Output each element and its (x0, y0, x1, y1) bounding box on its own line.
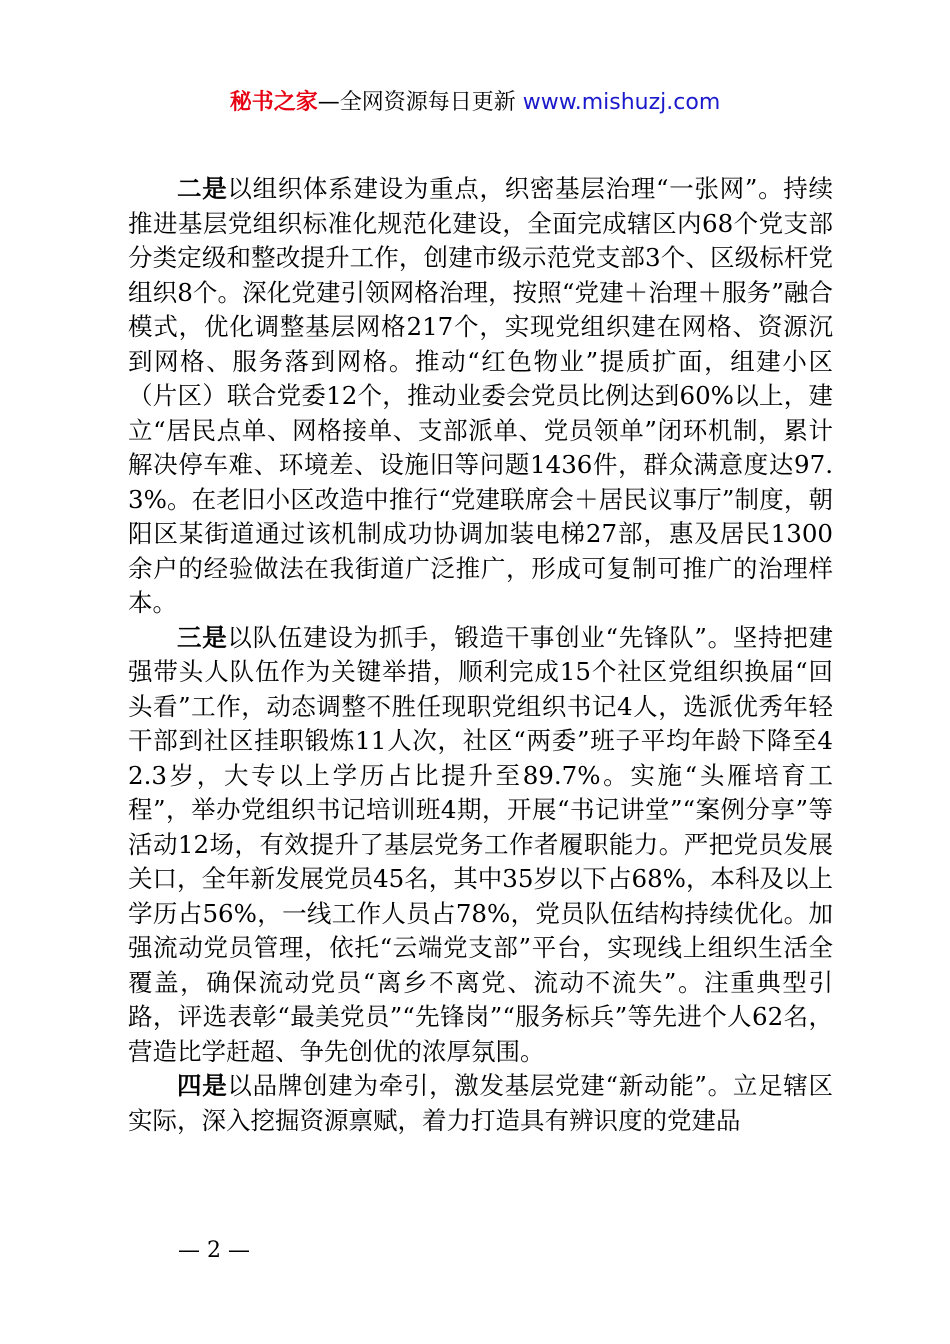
paragraph-lead: 二是 (177, 174, 228, 203)
paragraph-lead: 三是 (177, 622, 228, 652)
paragraph-text: 以品牌创建为牵引，激发基层党建“新动能”。立足辖区实际，深入挖掘资源禀赋，着力打造具有辨识度的党建品 (128, 1071, 833, 1135)
paragraph-4 (128, 1069, 833, 1138)
paragraph-text: 以队伍建设为抓手，锻造干事创业“先锋队”。坚持把建强带头人队伍作为关键举措，顺利完成15个社区党组织换届“回头看”工作，动态调整不胜任现职党组织书记4人，选派优秀年轻干部到社区挂职锻炼11人次，社区“两委”班子平均年龄下降至42.3岁，大专以上学历占比提升至89.7%。实施“头雁培育工程”，举办党组织书记培训班4期，开展“书记讲堂”“案例分享”等活动12场，有效提升了基层党务工作者履职能力。严把党员发展关口，全年新发展党员45名，其中35岁以下占68%，本科及以上学历占56%，一线工作人员占78%，党员队伍结构持续优化。加强流动党员管理，依托“云端党支部”平台，实现线上组织生活全覆盖，确保流动党员“离乡不离党、流动不流失”。注重典型引路，评选表彰“最美党员”“先锋岗”“服务标兵”等先进个人62名，营造比学赶超、争先创优的浓厚氛围。 (128, 622, 833, 1066)
site-url-link[interactable]: www.mishuzj.com (522, 90, 721, 115)
site-header (0, 88, 950, 118)
paragraph-text: 以组织体系建设为重点，织密基层治理“一张网”。持续推进基层党组织标准化规范化建设，全面完成辖区内68个党支部分类定级和整改提升工作，创建市级示范党支部3个、区级标杆党组织8个。深化党建引领网格治理，按照“党建＋治理＋服务”融合模式，优化调整基层网格217个，实现党组织建在网格、资源沉到网格、服务落到网格。推动“红色物业”提质扩面，组建小区（片区）联合党委12个，推动业委会党员比例达到60%以上，建立“居民点单、网格接单、支部派单、党员领单”闭环机制，累计解决停车难、环境差、设施旧等问题1436件，群众满意度达97.3%。在老旧小区改造中推行“党建联席会＋居民议事厅”制度，朝阳区某街道通过该机制成功协调加装电梯27部，惠及居民1300余户的经验做法在我街道广泛推广，形成可复制可推广的治理样本。 (128, 174, 833, 617)
document-body (128, 172, 833, 1138)
paragraph-2 (128, 172, 833, 621)
header-tagline: —全网资源每日更新 (317, 90, 523, 115)
paragraph-lead: 四是 (177, 1071, 228, 1100)
paragraph-3 (128, 621, 833, 1070)
brand-name: 秘书之家 (229, 90, 318, 115)
page-number: — 2 — (178, 1238, 250, 1263)
